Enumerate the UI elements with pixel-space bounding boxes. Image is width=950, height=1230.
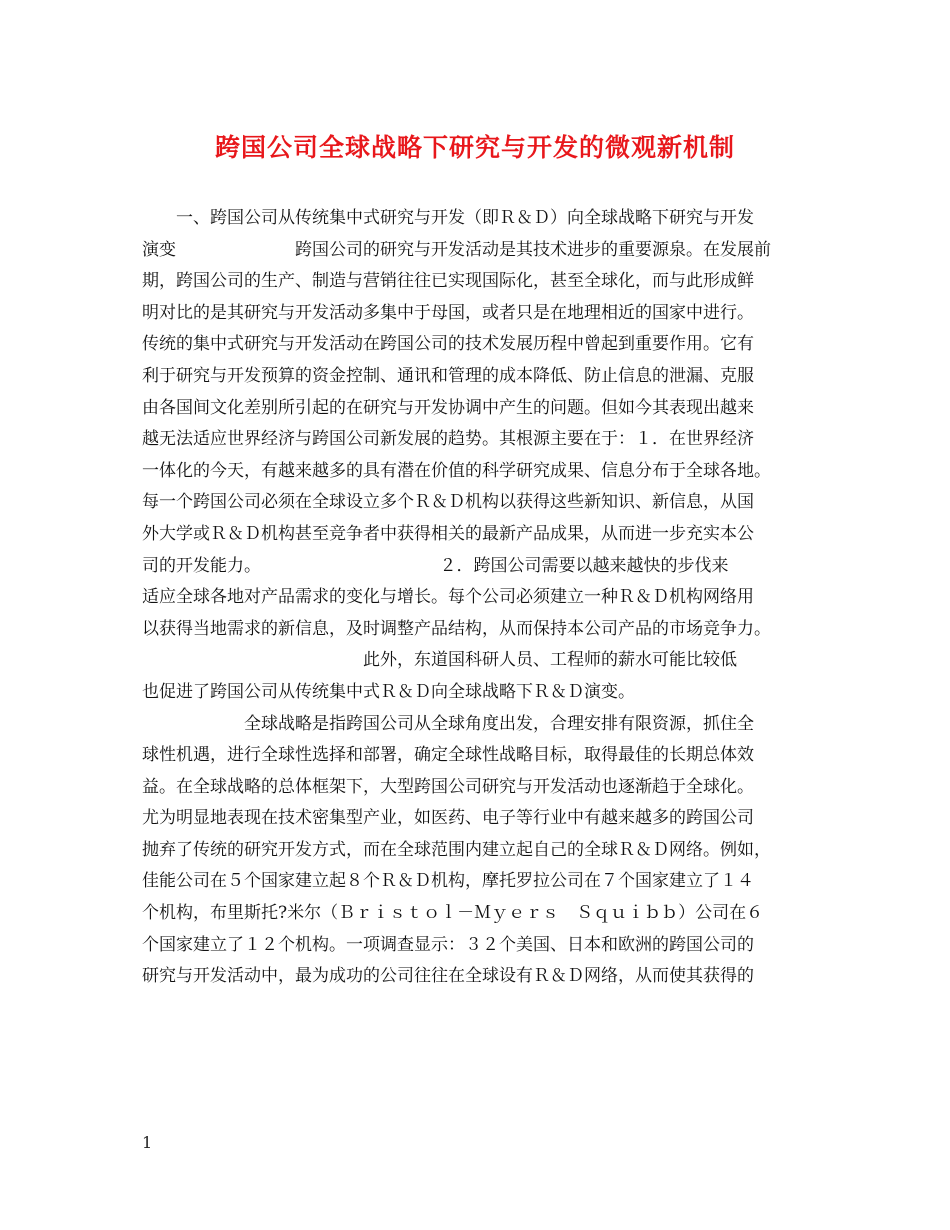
text-line: 由各国间文化差别所引起的在研究与开发协调中产生的问题。但如今其表现出越来: [142, 397, 754, 418]
text-line: 也促进了跨国公司从传统集中式Ｒ＆Ｄ向全球战略下Ｒ＆Ｄ演变。: [142, 681, 635, 702]
text-line: 佳能公司在５个国家建立起８个Ｒ＆Ｄ机构，摩托罗拉公司在７个国家建立了１４: [142, 871, 754, 892]
text-line: 期，跨国公司的生产、制造与营销往往已实现国际化，甚至全球化，而与此形成鲜: [142, 271, 754, 292]
text-line: 利于研究与开发预算的资金控制、通讯和管理的成本降低、防止信息的泄漏、克服: [142, 365, 754, 386]
text-line: 研究与开发活动中，最为成功的公司往往在全球设有Ｒ＆Ｄ网络，从而使其获得的: [142, 966, 754, 987]
text-line: 以获得当地需求的新信息，及时调整产品结构，从而保持本公司产品的市场竞争力。: [142, 618, 771, 639]
text-line: 演变 跨国公司的研究与开发活动是其技术进步的重要源泉。在发展前: [142, 239, 771, 260]
text-line: 一体化的今天，有越来越多的具有潜在价值的科学研究成果、信息分布于全球各地。: [142, 460, 771, 481]
text-line: 一、跨国公司从传统集中式研究与开发（即Ｒ＆Ｄ）向全球战略下研究与开发: [142, 208, 754, 228]
document-title: 跨国公司全球战略下研究与开发的微观新机制: [214, 133, 735, 162]
text-line: 越无法适应世界经济与跨国公司新发展的趋势。其根源主要在于：１．在世界经济: [142, 429, 754, 450]
text-line: 每一个跨国公司必须在全球设立多个Ｒ＆Ｄ机构以获得这些新知识、新信息，从国: [142, 492, 754, 513]
text-line: 个国家建立了１２个机构。一项调查显示：３２个美国、日本和欧洲的跨国公司的: [142, 934, 754, 955]
text-line: 个机构，布里斯托?米尔（Ｂｒｉｓｔｏｌ－Ｍｙｅｒｓ Ｓｑｕｉｂｂ）公司在６: [142, 903, 764, 924]
text-line: 球性机遇，进行全球性选择和部署，确定全球性战略目标，取得最佳的长期总体效: [142, 745, 754, 766]
text-line: 明对比的是其研究与开发活动多集中于母国，或者只是在地理相近的国家中进行。: [142, 302, 754, 323]
document-body: [142, 203, 822, 993]
text-line: 尤为明显地表现在技术密集型产业，如医药、电子等行业中有越来越多的跨国公司: [142, 808, 754, 829]
text-line: 全球战略是指跨国公司从全球角度出发，合理安排有限资源，抓住全: [142, 713, 754, 734]
text-line: 外大学或Ｒ＆Ｄ机构甚至竞争者中获得相关的最新产品成果，从而进一步充实本公: [142, 523, 754, 544]
text-line: 此外，东道国科研人员、工程师的薪水可能比较低: [142, 650, 737, 671]
text-line: 司的开发能力。 ２．跨国公司需要以越来越快的步伐来: [142, 555, 729, 576]
page-number: 1: [142, 1133, 153, 1152]
text-line: 抛弃了传统的研究开发方式，而在全球范围内建立起自己的全球Ｒ＆Ｄ网络。例如，: [142, 839, 771, 860]
text-line: 传统的集中式研究与开发活动在跨国公司的技术发展历程中曾起到重要作用。它有: [142, 334, 754, 355]
text-line: 益。在全球战略的总体框架下，大型跨国公司研究与开发活动也逐渐趋于全球化。: [142, 776, 754, 797]
text-line: 适应全球各地对产品需求的变化与增长。每个公司必须建立一种Ｒ＆Ｄ机构网络用: [142, 587, 754, 608]
